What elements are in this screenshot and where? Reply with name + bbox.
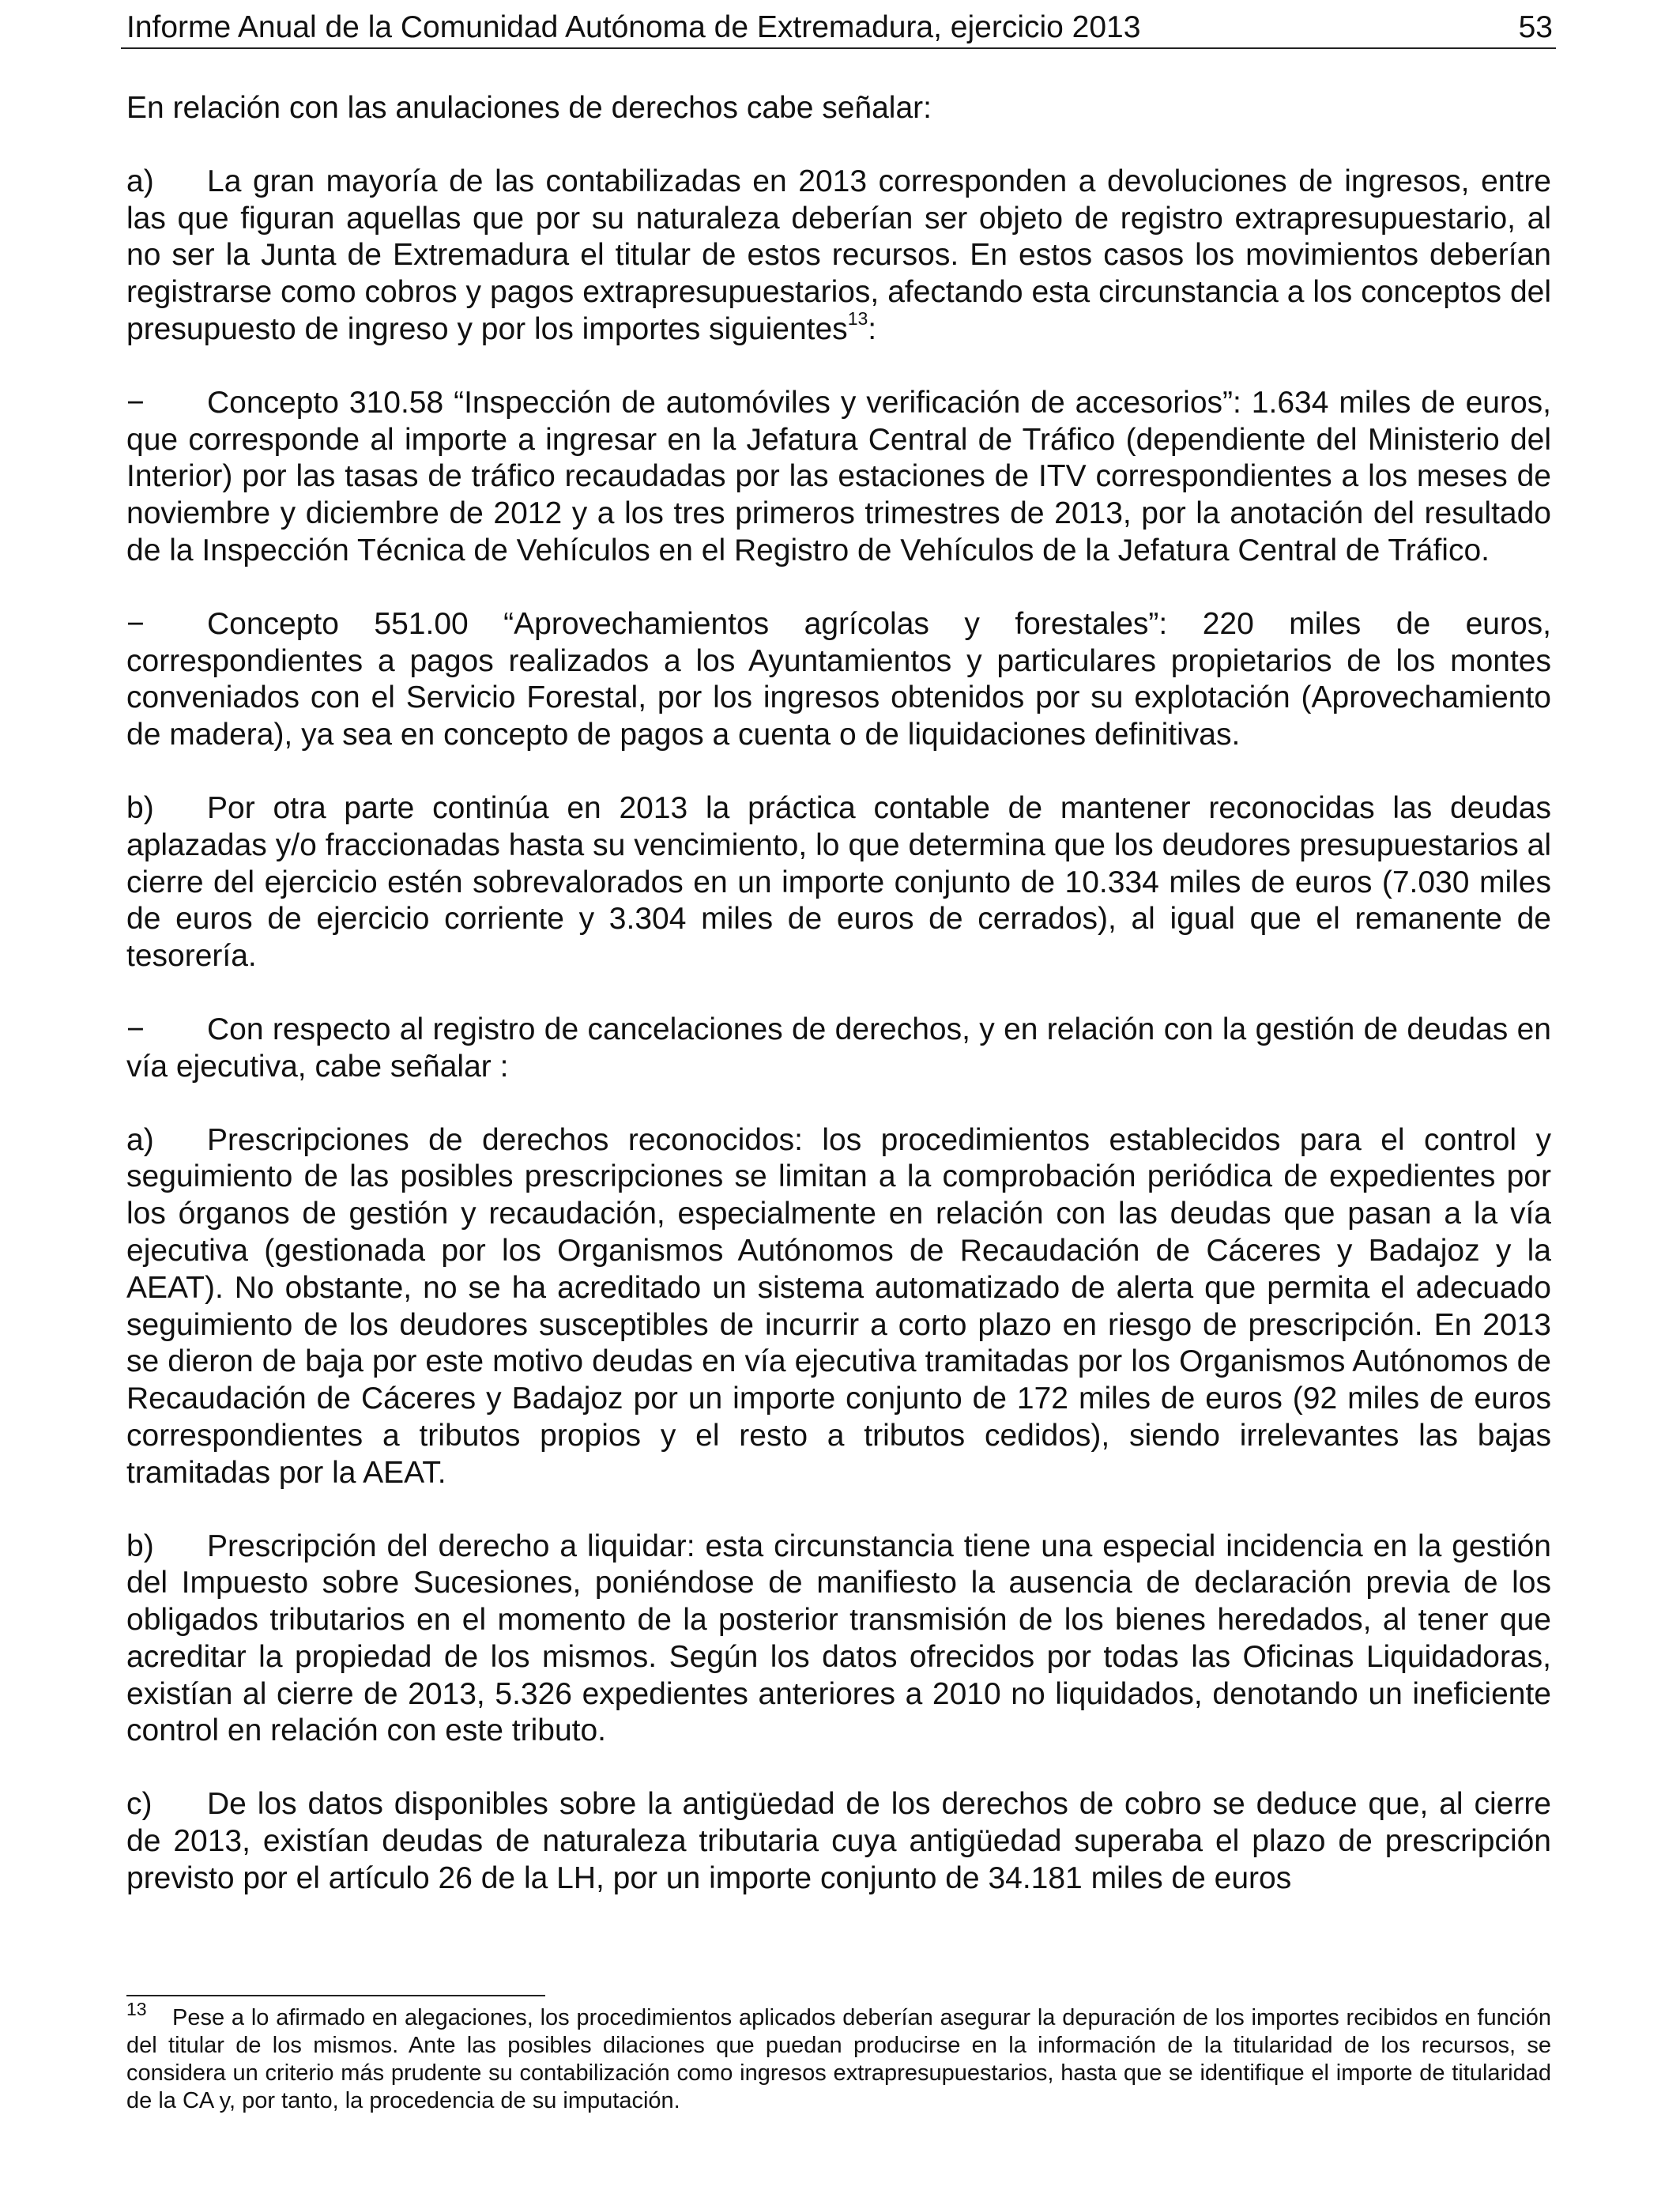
paragraph-label: a) bbox=[126, 1122, 154, 1157]
page-number: 53 bbox=[1518, 10, 1553, 44]
bullet-text: Concepto 551.00 “Aprovechamientos agrícolas y forestales”: 220 miles de euros, correspondientes a pagos realizados a los Ayuntamientos y particulares propietarios de los montes conveniados con el Servicio Forestal, por los ingresos obtenidos por su explotación (Aprovechamiento de madera), ya sea en concepto de pagos a cuenta o de liquidaciones definitivas. bbox=[126, 606, 1551, 752]
paragraph-c-antiguedad bbox=[126, 1786, 1551, 1897]
paragraph-a-prescripciones bbox=[126, 1122, 1551, 1492]
header-title: Informe Anual de la Comunidad Autónoma de Extremadura, ejercicio 2013 bbox=[126, 10, 1141, 44]
paragraph-label: b) bbox=[126, 790, 154, 825]
bullet-cancelaciones bbox=[126, 1012, 1551, 1086]
dash-marker: − bbox=[126, 385, 145, 420]
footnote-paragraph: 13 Pese a lo afirmado en alegaciones, los procedimientos aplicados deberían asegurar la depuración de los importes recibidos en función del titular de los mismos. Ante las posibles dilaciones que puedan producirse en la información de la titularidad de los recursos, se considera un criterio más prudente su contabilización como ingresos extrapresupuestarios, hasta que se identifique el importe de titularidad de la CA y, por tanto, la procedencia de su imputación. bbox=[126, 1999, 1551, 2113]
dash-marker: − bbox=[126, 606, 145, 641]
paragraph-b-deudas-aplazadas bbox=[126, 790, 1551, 975]
intro-text: En relación con las anulaciones de derechos cabe señalar: bbox=[126, 91, 932, 125]
footnote-text: Pese a lo afirmado en alegaciones, los procedimientos aplicados deberían asegurar la depuración de los importes recibidos en función del titular de los mismos. Ante las posibles dilaciones que puedan producirse en la información de la titularidad de los recursos, se considera un criterio más prudente su contabilización como ingresos extrapresupuestarios, hasta que se identifique el importe de titularidad de la CA y, por tanto, la procedencia de su imputación. bbox=[126, 2005, 1551, 2113]
bullet-text: Con respecto al registro de cancelaciones de derechos, y en relación con la gestión de deudas en vía ejecutiva, cabe señalar : bbox=[126, 1012, 1551, 1084]
bullet-concepto-310 bbox=[126, 385, 1551, 570]
paragraph-a-anulaciones bbox=[126, 164, 1551, 349]
paragraph-text: Por otra parte continúa en 2013 la práctica contable de mantener reconocidas las deudas aplazadas y/o fraccionadas hasta su vencimiento, lo que determina que los deudores presupuestarios al cierre del ejercicio estén sobrevalorados en un importe conjunto de 10.334 miles de euros (7.030 miles de euros de ejercicio corriente y 3.304 miles de euros de cerrados), al igual que el remanente de tesorería. bbox=[126, 790, 1551, 974]
paragraph-label: c) bbox=[126, 1787, 153, 1822]
paragraph-label: a) bbox=[126, 164, 154, 198]
paragraph-text: La gran mayoría de las contabilizadas en 2013 corresponden a devoluciones de ingresos, entre las que figuran aquellas que por su naturaleza deberían ser objeto de registro extrapresupuestario, al no ser la Junta de Extremadura el titular de estos recursos. En estos casos los movimientos deberían registrarse como cobros y pagos extrapresupuestarios, afectando esta circunstancia a los conceptos del presupuesto de ingreso y por los importes siguientes bbox=[126, 164, 1551, 346]
document-body bbox=[126, 90, 1551, 1934]
paragraph-text: Prescripción del derecho a liquidar: esta circunstancia tiene una especial incidencia en la gestión del Impuesto sobre Sucesiones, poniéndose de manifiesto la ausencia de declaración previa de los obligados tributarios en el momento de la posterior transmisión de los bienes heredados, al tener que acreditar la propiedad de los mismos. Según los datos ofrecidos por todas las Oficinas Liquidadoras, existían al cierre de 2013, 5.326 expedientes anteriores a 2010 no liquidados, denotando un ineficiente control en relación con este tributo. bbox=[126, 1529, 1551, 1748]
paragraph-b-derecho-liquidar bbox=[126, 1529, 1551, 1751]
footnote-reference[interactable]: 13 bbox=[847, 307, 868, 329]
header-divider bbox=[121, 47, 1556, 49]
footnote-divider bbox=[126, 1995, 545, 1996]
dash-marker: − bbox=[126, 1012, 145, 1046]
bullet-text: Concepto 310.58 “Inspección de automóviles y verificación de accesorios”: 1.634 miles de euros, que corresponde al importe a ingresar en la Jefatura Central de Tráfico (dependiente del Ministerio del Interior) por las tasas de tráfico recaudadas por las estaciones de ITV correspondientes a los meses de noviembre y diciembre de 2012 y a los tres primeros trimestres de 2013, por la anotación del resultado de la Inspección Técnica de Vehículos en el Registro de Vehículos de la Jefatura Central de Tráfico. bbox=[126, 385, 1551, 567]
paragraph-tail: : bbox=[868, 311, 877, 346]
intro-paragraph bbox=[126, 90, 1551, 127]
footnote bbox=[126, 1999, 1551, 2115]
paragraph-text: Prescripciones de derechos reconocidos: los procedimientos establecidos para el control y seguimiento de las posibles prescripciones se limitan a la comprobación periódica de expedientes por los órganos de gestión y recaudación, especialmente en relación con las deudas que pasan a la vía ejecutiva (gestionada por los Organismos Autónomos de Recaudación de Cáceres y Badajoz y la AEAT). No obstante, no se ha acreditado un sistema automatizado de alerta que permita el adecuado seguimiento de los deudores susceptibles de incurrir a corto plazo en riesgo de prescripción. En 2013 se dieron de baja por este motivo deudas en vía ejecutiva tramitadas por los Organismos Autónomos de Recaudación de Cáceres y Badajoz por un importe conjunto de 172 miles de euros (92 miles de euros correspondientes a tributos propios y el resto a tributos cedidos), siendo irrelevantes las bajas tramitadas por la AEAT. bbox=[126, 1122, 1551, 1490]
paragraph-label: b) bbox=[126, 1529, 154, 1563]
bullet-concepto-551 bbox=[126, 606, 1551, 754]
paragraph-text: De los datos disponibles sobre la antigüedad de los derechos de cobro se deduce que, al cierre de 2013, existían deudas de naturaleza tributaria cuya antigüedad superaba el plazo de prescripción previsto por el artículo 26 de la LH, por un importe conjunto de 34.181 miles de euros bbox=[126, 1787, 1551, 1895]
